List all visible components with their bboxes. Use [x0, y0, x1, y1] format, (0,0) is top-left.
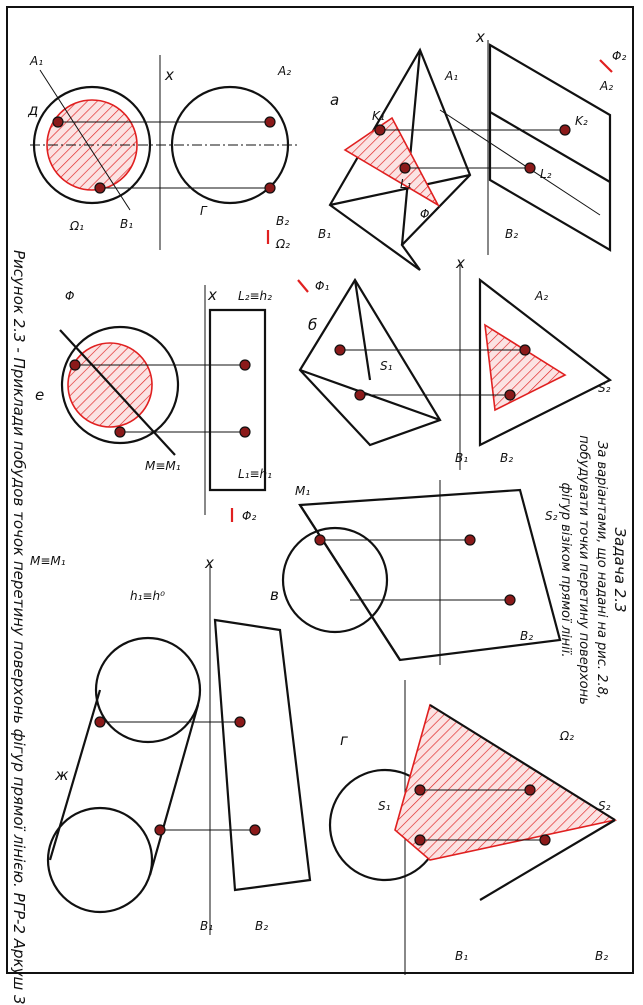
axis-x-a-label: x [476, 28, 485, 46]
cylinder-front-zh [215, 620, 310, 890]
point-k2-b [520, 345, 530, 355]
panel-e [35, 285, 272, 523]
cylinder-generator-2 [150, 705, 198, 875]
point-k1-zh [95, 717, 105, 727]
label-h1eq-zh: h₁≡h⁰ [130, 589, 165, 603]
point-l2-a [525, 163, 535, 173]
panel-e-letter: е [35, 386, 45, 404]
axis-x-zh-label: x [205, 554, 214, 572]
label-b1-a: B₁ [318, 227, 332, 241]
label-l1-a: L₁ [400, 177, 412, 191]
label-q1-d: Ω₁ [70, 219, 84, 233]
label-l1eqh1-e: L₁≡h₁ [238, 467, 272, 481]
cylinder-end-2-zh [48, 808, 152, 912]
point-l1-b [355, 390, 365, 400]
section-figure-g [395, 705, 615, 860]
point-k1-d [53, 117, 63, 127]
plane-front-e [210, 310, 265, 490]
label-b1-g: B₁ [455, 949, 469, 963]
panel-b-letter: б [308, 316, 318, 334]
point-k1-b [335, 345, 345, 355]
label-k2-a: K₂ [575, 114, 588, 128]
label-b2-d: B₂ [276, 214, 290, 228]
point-l1-d [95, 183, 105, 193]
axis-x-d-label: x [165, 66, 174, 84]
task-block [540, 420, 630, 720]
figure-caption: Рисунок 2.3 - Приклади побудов точок перетину поверхонь фігур прямої лінією. РГР-2 Аркуш 3 [10, 250, 28, 1005]
label-b1-b: B₁ [455, 451, 469, 465]
point-k1-v [315, 535, 325, 545]
panel-g [330, 680, 615, 975]
point-l2-b [505, 390, 515, 400]
label-b2-zh: B₂ [255, 919, 269, 933]
panel-g-letter: г [340, 731, 348, 749]
label-l2-a: L₂ [540, 167, 552, 181]
label-phi-e: Φ [65, 289, 75, 303]
label-phi-a: Φ [420, 207, 430, 221]
panel-a-letter: a [330, 91, 340, 109]
point-l1-g [415, 835, 425, 845]
pyramid-b-horizontal [300, 280, 440, 445]
point-l1-zh [155, 825, 165, 835]
label-b2-b: B₂ [500, 451, 514, 465]
task-title: Задача 2.3 [611, 527, 629, 613]
label-phi2-a: Φ₂ [612, 49, 627, 63]
point-k2-zh [235, 717, 245, 727]
label-m1-v: M₁ [295, 484, 311, 498]
point-k2-g [525, 785, 535, 795]
label-phi2-e: Φ₂ [242, 509, 257, 523]
point-k1-a [375, 125, 385, 135]
panel-a [318, 28, 626, 270]
label-s2-b: S₂ [598, 381, 611, 395]
label-phi1-b: Φ₁ [315, 279, 330, 293]
pyramid-b-edge-1 [355, 280, 370, 380]
section-triangle-b [485, 325, 565, 410]
label-s2-v: S₂ [545, 509, 558, 523]
phi1-mark-b [298, 280, 308, 292]
label-q2-d: Ω₂ [276, 237, 290, 251]
label-s1-g: S₁ [378, 799, 391, 813]
label-b2-a: B₂ [505, 227, 519, 241]
task-line-1: За варіантами, що надані на рис. 2.8, [594, 441, 609, 699]
point-l2-e [240, 427, 250, 437]
point-l2-zh [250, 825, 260, 835]
label-s2-g: S₂ [598, 799, 611, 813]
label-a2-d: A₂ [278, 64, 292, 78]
point-k2-a [560, 125, 570, 135]
label-k1-a: K₁ [372, 109, 385, 123]
point-k2-d [265, 117, 275, 127]
label-a2-a: A₂ [600, 79, 614, 93]
point-k1-g [415, 785, 425, 795]
label-meqm-zh: M≡M₁ [30, 554, 66, 568]
label-meqm-e: M≡M₁ [145, 459, 181, 473]
point-l2-d [265, 183, 275, 193]
label-q2-g: Ω₂ [560, 729, 574, 743]
task-line-2: побудувати точки перетину поверхонь [576, 435, 591, 705]
panel-zh [30, 554, 310, 935]
point-k2-e [240, 360, 250, 370]
phi2-mark-a [600, 60, 612, 72]
point-k1-e [70, 360, 80, 370]
label-a1-d: A₁ [30, 54, 44, 68]
axis-x-b-label: x [456, 254, 465, 272]
task-line-3: фігур візіком прямої лінії. [558, 482, 573, 658]
label-b2-v: B₂ [520, 629, 534, 643]
axis-x-e-label: x [208, 286, 217, 304]
cylinder-end-1-zh [96, 638, 200, 742]
point-l1-a [400, 163, 410, 173]
label-a2-b: A₂ [535, 289, 549, 303]
panel-v [270, 480, 560, 665]
label-b1-zh: B₁ [200, 919, 214, 933]
panel-d [27, 54, 300, 251]
label-s1-b: S₁ [380, 359, 393, 373]
label-l2eqh2-e: L₂≡h₂ [238, 289, 272, 303]
label-b2-g: B₂ [595, 949, 609, 963]
point-l1-e [115, 427, 125, 437]
panel-v-letter: в [270, 586, 279, 604]
point-l2-g [540, 835, 550, 845]
panel-d-letter: д [28, 101, 39, 119]
pyramid-v-edge [300, 505, 400, 660]
point-l2-v [505, 595, 515, 605]
label-a1-a: A₁ [445, 69, 459, 83]
label-g-d: Г [200, 204, 207, 218]
label-b1-d: B₁ [120, 217, 134, 231]
panel-zh-letter: ж [55, 766, 69, 784]
point-k2-v [465, 535, 475, 545]
